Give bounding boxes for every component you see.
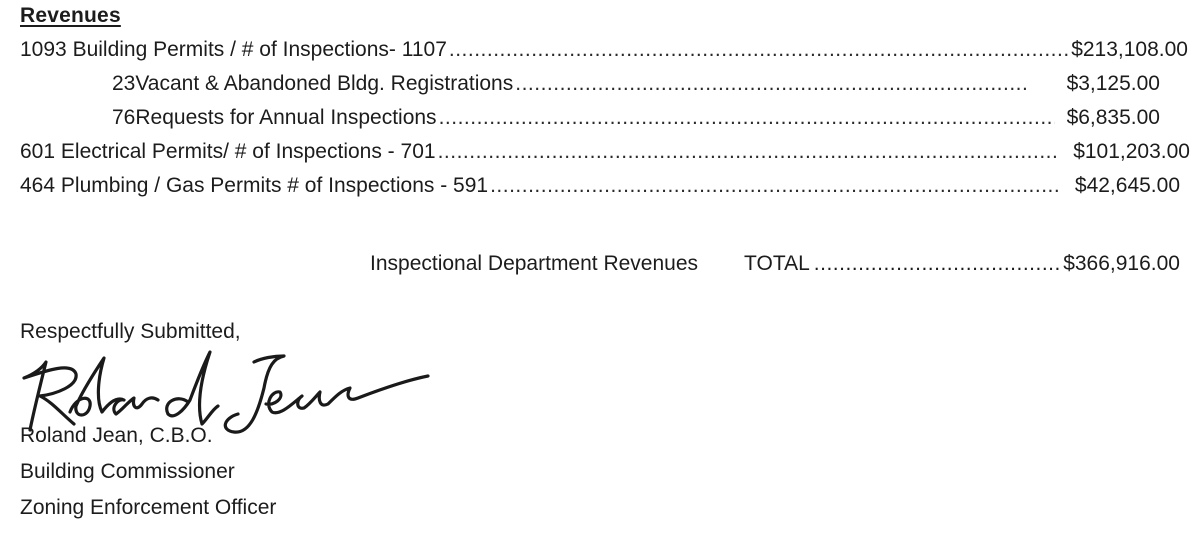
total-amount: $366,916.00 — [1063, 252, 1180, 275]
revenues-heading: Revenues — [20, 4, 121, 27]
line-qty: 601 — [20, 140, 56, 163]
line-amount: $42,645.00 — [1074, 174, 1180, 197]
dot-leader — [490, 174, 1059, 198]
dot-leader — [814, 252, 1059, 276]
dot-leader — [439, 106, 1055, 130]
revenue-line-electrical-permits — [20, 140, 1190, 170]
line-amount: $3,125.00 — [1066, 72, 1160, 95]
dot-leader — [515, 72, 1026, 96]
revenue-line-plumbing-gas-permits — [20, 174, 1180, 204]
dot-leader — [438, 140, 1060, 164]
line-qty: 76 — [112, 106, 136, 129]
line-amount: $6,835.00 — [1066, 106, 1160, 129]
closing-text: Respectfully Submitted, — [20, 320, 241, 343]
line-label: Electrical Permits/ # of Inspections - 701 — [60, 140, 436, 163]
total-revenue-line — [370, 252, 1180, 282]
line-qty: 23 — [112, 72, 136, 95]
revenue-line-annual-inspections — [112, 106, 1160, 136]
line-amount: $101,203.00 — [1073, 140, 1190, 163]
total-label: TOTAL — [744, 252, 810, 275]
signer-title-zoning-officer: Zoning Enforcement Officer — [20, 496, 277, 519]
signer-title-building-commissioner: Building Commissioner — [20, 460, 235, 483]
revenue-line-vacant-registrations — [112, 72, 1160, 102]
line-label: Vacant & Abandoned Bldg. Registrations — [135, 72, 514, 95]
dot-leader — [449, 38, 1069, 62]
line-label: Plumbing / Gas Permits # of Inspections - 591 — [60, 174, 489, 197]
revenue-line-building-permits — [20, 38, 1188, 68]
line-qty: 464 — [20, 174, 56, 197]
line-label: Building Permits / # of Inspections- 1107 — [72, 38, 447, 61]
line-qty: 1093 — [20, 38, 67, 61]
signer-name: Roland Jean, C.B.O. — [20, 424, 213, 447]
department-revenues-label: Inspectional Department Revenues — [370, 252, 699, 275]
line-amount: $213,108.00 — [1071, 38, 1188, 61]
line-label: Requests for Annual Inspections — [135, 106, 437, 129]
